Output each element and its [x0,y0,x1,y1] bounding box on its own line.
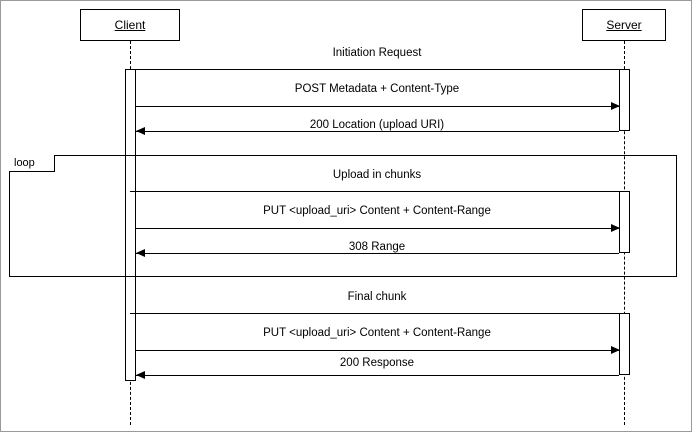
message-line-final-chunk-section [130,313,624,314]
message-label-200-location: 200 Location (upload URI) [309,119,445,131]
message-line-put-chunk [136,228,619,229]
arrow-post-metadata [611,102,620,110]
message-label-308-range: 308 Range [348,241,406,253]
message-line-put-final [136,350,619,351]
message-label-post-metadata: POST Metadata + Content-Type [294,83,460,95]
message-label-initiation-request: Initiation Request [332,47,422,59]
message-label-put-chunk: PUT <upload_uri> Content + Content-Range [263,205,491,217]
arrow-put-chunk [611,224,620,232]
actor-client-label: Client [114,18,146,32]
arrow-308-range [136,249,145,257]
actor-server[interactable] [582,9,666,41]
message-line-200-location [136,131,619,132]
message-line-upload-chunks-section [130,191,624,192]
actor-client[interactable] [80,9,180,41]
message-line-308-range [136,253,619,254]
loop-fragment-label: loop [14,157,35,169]
message-label-upload-in-chunks: Upload in chunks [332,169,422,181]
actor-server-label: Server [606,18,642,32]
message-line-initiation-section [130,69,624,70]
message-line-post-metadata [136,106,619,107]
arrow-200-response [136,371,145,379]
arrow-put-final [611,346,620,354]
message-label-200-response: 200 Response [339,357,415,369]
message-label-final-chunk: Final chunk [347,291,407,303]
arrow-200-location [136,127,145,135]
message-label-put-final: PUT <upload_uri> Content + Content-Range [263,327,491,339]
message-line-200-response [136,375,619,376]
